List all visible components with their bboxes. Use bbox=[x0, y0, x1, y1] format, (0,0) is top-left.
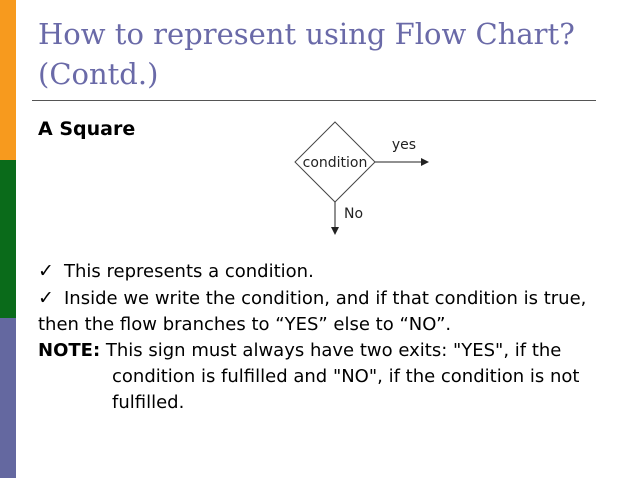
orange-band bbox=[0, 0, 16, 160]
body-text bbox=[38, 258, 638, 416]
no-label: No bbox=[344, 206, 364, 222]
sidebar-color-bands bbox=[0, 0, 16, 478]
note-line bbox=[38, 338, 638, 364]
note-text-3: fulfilled. bbox=[112, 392, 185, 413]
note-label: NOTE: bbox=[38, 340, 101, 361]
bullet-item bbox=[38, 258, 638, 285]
title-line-1: How to represent using Flow Chart? bbox=[38, 17, 575, 51]
checkmark-icon: ✓ bbox=[38, 260, 54, 282]
purple-band bbox=[0, 318, 16, 478]
checkmark-icon: ✓ bbox=[38, 287, 54, 309]
continuation-text: then the flow branches to “YES” else to “NO”. bbox=[38, 314, 452, 335]
bullet-item bbox=[38, 285, 638, 312]
note-text-2: condition is fulfilled and "NO", if the condition is not bbox=[112, 366, 580, 387]
yes-label: yes bbox=[391, 137, 417, 153]
slide-title bbox=[38, 14, 598, 94]
title-divider bbox=[32, 100, 596, 101]
diamond-label: condition bbox=[302, 155, 368, 171]
title-line-2: (Contd.) bbox=[38, 57, 159, 91]
green-band bbox=[0, 160, 16, 318]
decision-diagram bbox=[270, 110, 470, 250]
bullet-text: This represents a condition. bbox=[64, 261, 314, 282]
bullet-text: Inside we write the condition, and if that condition is true, bbox=[64, 288, 587, 309]
subheading: A Square bbox=[38, 118, 136, 140]
note-text-1: This sign must always have two exits: "YES", if the bbox=[105, 340, 562, 361]
